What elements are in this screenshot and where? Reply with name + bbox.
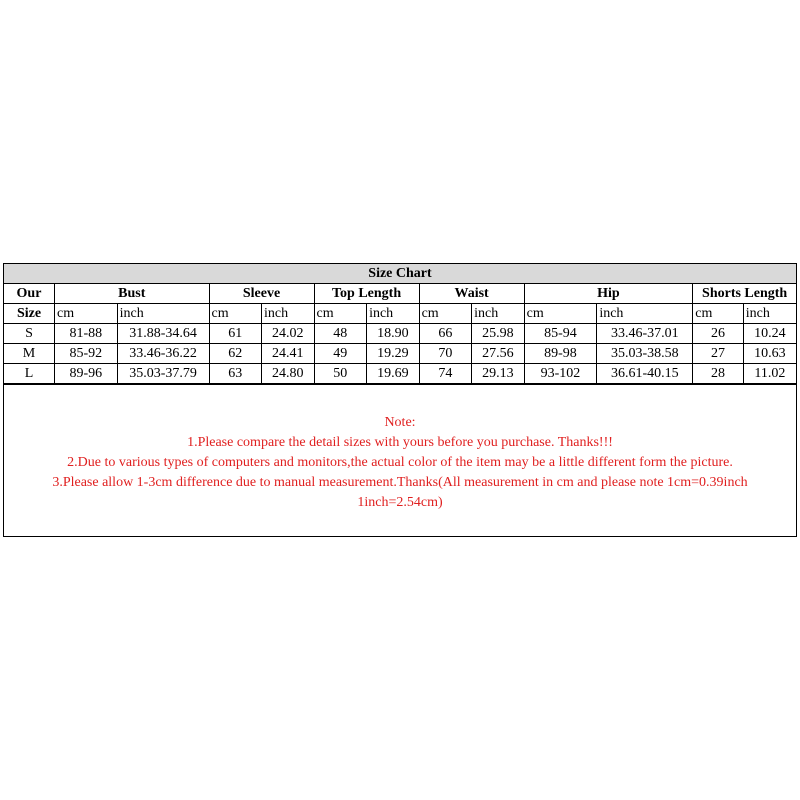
unit-inch: inch bbox=[597, 304, 693, 324]
header-size: Size bbox=[4, 304, 55, 324]
unit-cm: cm bbox=[524, 304, 597, 324]
table-cell: 61 bbox=[209, 324, 262, 344]
size-label: M bbox=[4, 344, 55, 364]
table-cell: 27 bbox=[693, 344, 744, 364]
unit-cm: cm bbox=[209, 304, 262, 324]
unit-inch: inch bbox=[117, 304, 209, 324]
table-cell: 50 bbox=[314, 364, 367, 384]
unit-cm: cm bbox=[314, 304, 367, 324]
size-chart bbox=[3, 263, 797, 537]
table-cell: 33.46-36.22 bbox=[117, 344, 209, 364]
size-label: L bbox=[4, 364, 55, 384]
note-line-1: 1.Please compare the detail sizes with yours before you purchase. Thanks!!! bbox=[187, 435, 613, 450]
unit-cm: cm bbox=[55, 304, 118, 324]
size-table bbox=[4, 264, 796, 384]
table-cell: 24.02 bbox=[262, 324, 315, 344]
size-label: S bbox=[4, 324, 55, 344]
table-cell: 35.03-38.58 bbox=[597, 344, 693, 364]
table-cell: 18.90 bbox=[367, 324, 420, 344]
header-our: Our bbox=[4, 284, 55, 304]
table-cell: 70 bbox=[419, 344, 472, 364]
table-cell: 19.69 bbox=[367, 364, 420, 384]
note-heading: Note: bbox=[384, 415, 416, 430]
table-cell: 66 bbox=[419, 324, 472, 344]
table-cell: 62 bbox=[209, 344, 262, 364]
unit-inch: inch bbox=[472, 304, 525, 324]
table-cell: 31.88-34.64 bbox=[117, 324, 209, 344]
unit-cm: cm bbox=[693, 304, 744, 324]
table-cell: 36.61-40.15 bbox=[597, 364, 693, 384]
unit-inch: inch bbox=[262, 304, 315, 324]
header-group-hip: Hip bbox=[524, 284, 693, 304]
unit-cm: cm bbox=[419, 304, 472, 324]
table-cell: 26 bbox=[693, 324, 744, 344]
table-cell: 48 bbox=[314, 324, 367, 344]
table-cell: 93-102 bbox=[524, 364, 597, 384]
header-group-shorts-length: Shorts Length bbox=[693, 284, 796, 304]
table-cell: 24.41 bbox=[262, 344, 315, 364]
table-cell: 28 bbox=[693, 364, 744, 384]
table-cell: 49 bbox=[314, 344, 367, 364]
table-cell: 24.80 bbox=[262, 364, 315, 384]
table-row bbox=[4, 344, 796, 364]
note-line-3: 3.Please allow 1-3cm difference due to manual measurement.Thanks(All measurement in cm and please note 1cm=0.39inch bbox=[52, 475, 748, 490]
table-cell: 11.02 bbox=[743, 364, 796, 384]
notes-section bbox=[4, 384, 796, 513]
table-cell: 10.63 bbox=[743, 344, 796, 364]
header-group-sleeve: Sleeve bbox=[209, 284, 314, 304]
note-line-2: 2.Due to various types of computers and monitors,the actual color of the item may be a little different form the picture. bbox=[67, 455, 733, 470]
table-cell: 35.03-37.79 bbox=[117, 364, 209, 384]
table-cell: 89-96 bbox=[55, 364, 118, 384]
chart-title: Size Chart bbox=[4, 264, 796, 284]
header-group-bust: Bust bbox=[55, 284, 210, 304]
header-group-top-length: Top Length bbox=[314, 284, 419, 304]
header-group-waist: Waist bbox=[419, 284, 524, 304]
unit-inch: inch bbox=[367, 304, 420, 324]
table-cell: 25.98 bbox=[472, 324, 525, 344]
note-line-4: 1inch=2.54cm) bbox=[357, 495, 443, 510]
table-cell: 81-88 bbox=[55, 324, 118, 344]
table-cell: 74 bbox=[419, 364, 472, 384]
table-cell: 85-94 bbox=[524, 324, 597, 344]
table-cell: 33.46-37.01 bbox=[597, 324, 693, 344]
table-row bbox=[4, 324, 796, 344]
table-cell: 10.24 bbox=[743, 324, 796, 344]
table-cell: 63 bbox=[209, 364, 262, 384]
table-cell: 89-98 bbox=[524, 344, 597, 364]
table-cell: 29.13 bbox=[472, 364, 525, 384]
table-cell: 85-92 bbox=[55, 344, 118, 364]
unit-inch: inch bbox=[743, 304, 796, 324]
table-row bbox=[4, 364, 796, 384]
table-cell: 27.56 bbox=[472, 344, 525, 364]
table-cell: 19.29 bbox=[367, 344, 420, 364]
